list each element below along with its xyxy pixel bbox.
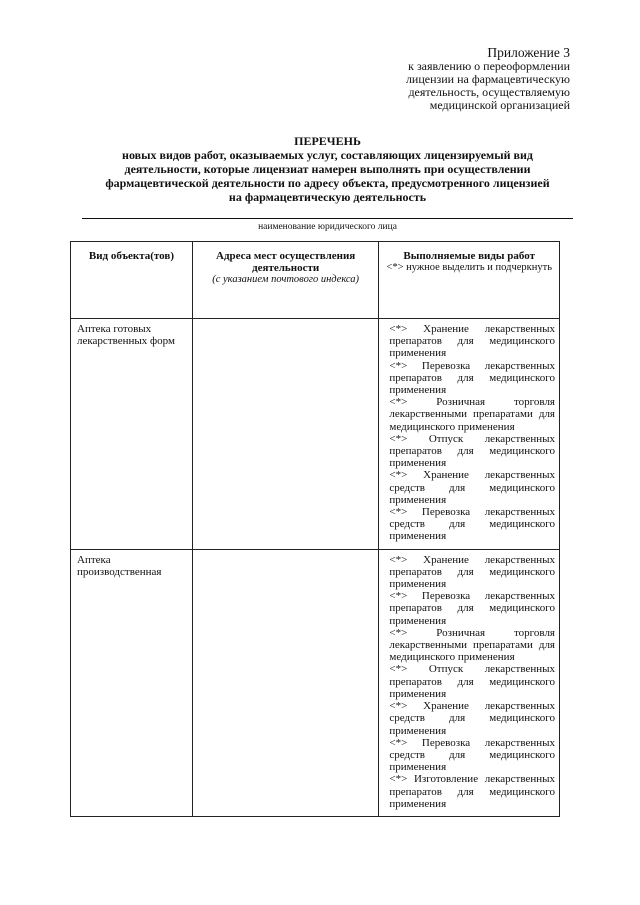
header-object-type	[71, 242, 193, 319]
appendix-line: лицензии на фармацевтическую	[405, 72, 570, 86]
works-table	[70, 241, 560, 817]
heading-line: на фармацевтическую деятельность	[228, 190, 427, 204]
work-item[interactable]	[389, 663, 555, 700]
address-cell[interactable]	[192, 549, 379, 816]
document-title: ПЕРЕЧЕНЬ	[294, 134, 361, 148]
header-works-note: <*> нужное выделить и подчеркнуть	[386, 262, 552, 274]
work-item-label: Хранение лекарственных средств для медицинского применения	[389, 469, 555, 506]
table-row	[71, 549, 560, 816]
header-works-label: Выполняемые виды работ	[403, 250, 535, 262]
work-item[interactable]	[389, 627, 555, 664]
work-item-label: Отпуск лекарственных препаратов для медицинского применения	[389, 663, 555, 700]
heading-line: деятельности, которые лицензиат намерен выполнять при осуществлении	[124, 162, 531, 176]
work-item-label: Перевозка лекарственных препаратов для медицинского применения	[389, 590, 556, 627]
work-item[interactable]	[389, 506, 555, 543]
selection-marker: <*>	[389, 553, 408, 566]
work-item-label: Изготовление лекарственных препаратов для медицинского применения	[389, 773, 555, 810]
work-item[interactable]	[389, 700, 555, 737]
appendix-line: деятельность, осуществляемую	[408, 85, 570, 99]
selection-marker: <*>	[389, 590, 408, 603]
table-body	[71, 319, 560, 817]
selection-marker: <*>	[389, 506, 408, 519]
address-cell[interactable]	[192, 319, 379, 550]
selection-marker: <*>	[389, 323, 408, 335]
selection-marker: <*>	[389, 663, 408, 676]
appendix-note	[406, 45, 570, 112]
selection-marker: <*>	[389, 469, 408, 482]
work-item[interactable]	[389, 433, 555, 470]
header-works	[379, 242, 560, 319]
header-object-type-label: Вид объекта(тов)	[88, 250, 174, 262]
work-item[interactable]	[389, 554, 555, 591]
work-item-label: Розничная торговля лекарственными препаратами для медицинского применения	[389, 396, 555, 433]
object-type-cell: Аптека производственная	[71, 549, 193, 816]
selection-marker: <*>	[389, 700, 408, 713]
selection-marker: <*>	[389, 736, 408, 749]
heading-line: фармацевтической деятельности по адресу объекта, предусмотренного лицензией	[105, 176, 550, 190]
document-heading	[80, 134, 575, 204]
selection-marker: <*>	[389, 396, 408, 409]
organization-name-caption: наименование юридического лица	[258, 222, 397, 232]
organization-name-line	[82, 218, 573, 219]
selection-marker: <*>	[389, 432, 408, 445]
table-row	[71, 319, 560, 550]
work-item-label: Хранение лекарственных препаратов для медицинского применения	[389, 323, 555, 360]
work-item-label: Перевозка лекарственных средств для медицинского применения	[389, 506, 556, 543]
heading-line: новых видов работ, оказываемых услуг, составляющих лицензируемый вид	[122, 148, 533, 162]
header-address-label: Адреса мест осуществления деятельности	[216, 250, 356, 275]
work-item[interactable]	[389, 360, 555, 397]
header-address	[192, 242, 379, 319]
work-item[interactable]	[389, 737, 555, 774]
works-cell	[379, 549, 560, 816]
appendix-number: Приложение 3	[487, 45, 570, 60]
work-item-label: Перевозка лекарственных средств для медицинского применения	[389, 736, 556, 774]
work-item-label: Хранение лекарственных средств для медицинского применения	[389, 700, 555, 737]
work-item[interactable]	[389, 773, 555, 810]
work-item-label: Отпуск лекарственных препаратов для медицинского применения	[389, 432, 555, 470]
table-header-row	[71, 242, 560, 319]
works-cell	[379, 319, 560, 550]
work-item[interactable]	[389, 590, 555, 627]
selection-marker: <*>	[389, 359, 408, 372]
selection-marker: <*>	[389, 626, 408, 639]
work-item[interactable]	[389, 469, 555, 506]
appendix-line: к заявлению о переоформлении	[408, 59, 570, 73]
work-item[interactable]	[389, 396, 555, 433]
header-address-note: (с указанием почтового индекса)	[212, 274, 360, 286]
work-item-label: Розничная торговля лекарственными препаратами для медицинского применения	[389, 626, 555, 664]
object-type-cell: Аптека готовых лекарственных форм	[71, 319, 193, 550]
work-item-label: Хранение лекарственных препаратов для медицинского применения	[389, 553, 555, 591]
work-item[interactable]	[389, 323, 555, 360]
selection-marker: <*>	[389, 773, 408, 786]
work-item-label: Перевозка лекарственных препаратов для медицинского применения	[389, 359, 556, 397]
appendix-line: медицинской организацией	[429, 98, 570, 112]
